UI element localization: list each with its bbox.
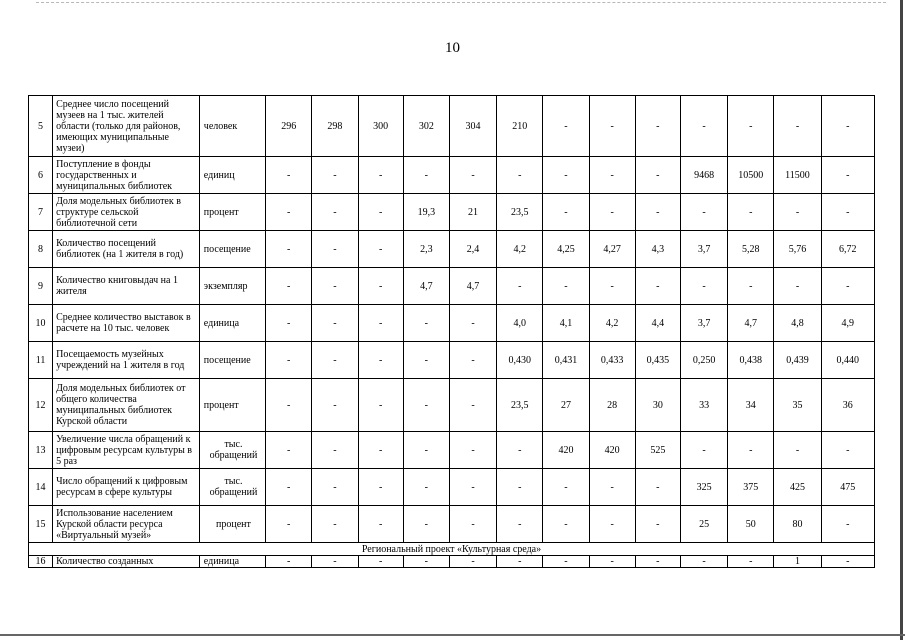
table-row — [29, 194, 875, 231]
year-value-cell: 2,4 — [449, 231, 496, 268]
year-value-cell: - — [312, 194, 358, 231]
year-value-cell: 298 — [312, 96, 358, 157]
year-value-cell: - — [403, 556, 449, 568]
unit-of-measure: процент — [199, 379, 265, 432]
year-value-cell: - — [449, 556, 496, 568]
year-value-cell: 30 — [635, 379, 680, 432]
year-value-cell: 0,431 — [543, 342, 589, 379]
year-value-cell: - — [589, 96, 635, 157]
year-value-cell: - — [728, 268, 774, 305]
year-value-cell: 4,8 — [774, 305, 821, 342]
year-value-cell: - — [543, 556, 589, 568]
year-value-cell: - — [403, 379, 449, 432]
year-value-cell: - — [403, 305, 449, 342]
year-value-cell: - — [266, 305, 312, 342]
year-value-cell: - — [312, 432, 358, 469]
year-value-cell: - — [543, 157, 589, 194]
scan-top-rule — [36, 2, 886, 3]
indicators-table — [28, 95, 875, 568]
scan-right-edge — [900, 0, 903, 640]
year-value-cell: - — [497, 432, 543, 469]
year-value-cell: - — [312, 469, 358, 506]
page-number: 10 — [445, 40, 460, 56]
table-row — [29, 506, 875, 543]
year-value-cell: - — [589, 157, 635, 194]
year-value-cell: - — [266, 556, 312, 568]
year-value-cell: 375 — [728, 469, 774, 506]
year-value-cell: - — [821, 157, 874, 194]
unit-of-measure: экземпляр — [199, 268, 265, 305]
year-value-cell: 5,28 — [728, 231, 774, 268]
year-value-cell: - — [680, 432, 727, 469]
indicator-name: Доля модельных библиотек в структуре сельской библиотечной сети — [53, 194, 200, 231]
row-number: 16 — [29, 556, 53, 568]
indicator-name: Число обращений к цифровым ресурсам в сфере культуры — [53, 469, 200, 506]
year-value-cell: - — [635, 506, 680, 543]
scan-bottom-edge — [0, 634, 905, 636]
year-value-cell: 4,1 — [543, 305, 589, 342]
indicator-name: Поступление в фонды государственных и муниципальных библиотек — [53, 157, 200, 194]
year-value-cell: - — [358, 305, 403, 342]
table-row — [29, 379, 875, 432]
year-value-cell: - — [266, 379, 312, 432]
table-row — [29, 157, 875, 194]
year-value-cell: 4,25 — [543, 231, 589, 268]
year-value-cell: - — [543, 469, 589, 506]
year-value-cell: 0,438 — [728, 342, 774, 379]
row-number: 5 — [29, 96, 53, 157]
year-value-cell: - — [312, 305, 358, 342]
year-value-cell: 35 — [774, 379, 821, 432]
year-value-cell: 80 — [774, 506, 821, 543]
year-value-cell: 4,2 — [589, 305, 635, 342]
year-value-cell: - — [266, 342, 312, 379]
year-value-cell: - — [635, 268, 680, 305]
table-row — [29, 556, 875, 568]
year-value-cell: 50 — [728, 506, 774, 543]
year-value-cell: - — [358, 194, 403, 231]
unit-of-measure: тыс. обращений — [199, 432, 265, 469]
year-value-cell: 36 — [821, 379, 874, 432]
year-value-cell: - — [403, 506, 449, 543]
year-value-cell: 325 — [680, 469, 727, 506]
year-value-cell: - — [403, 342, 449, 379]
year-value-cell: - — [680, 268, 727, 305]
year-value-cell: - — [449, 342, 496, 379]
year-value-cell: - — [680, 556, 727, 568]
year-value-cell: 4,9 — [821, 305, 874, 342]
indicator-name: Количество созданных — [53, 556, 200, 568]
year-value-cell: 4,27 — [589, 231, 635, 268]
year-value-cell: 475 — [821, 469, 874, 506]
year-value-cell: - — [497, 157, 543, 194]
year-value-cell: - — [358, 506, 403, 543]
section-header: Региональный проект «Культурная среда» — [29, 543, 875, 556]
year-value-cell: 2,3 — [403, 231, 449, 268]
section-header-row — [29, 543, 875, 556]
indicator-name: Использование населением Курской области ресурса «Виртуальный музей» — [53, 506, 200, 543]
indicator-name: Доля модельных библиотек от общего количества муниципальных библиотек Курской области — [53, 379, 200, 432]
year-value-cell: 34 — [728, 379, 774, 432]
year-value-cell: 23,5 — [497, 194, 543, 231]
year-value-cell: - — [312, 379, 358, 432]
year-value-cell: - — [358, 432, 403, 469]
year-value-cell: - — [266, 506, 312, 543]
year-value-cell: - — [728, 96, 774, 157]
year-value-cell: 19,3 — [403, 194, 449, 231]
unit-of-measure: тыс. обращений — [199, 469, 265, 506]
year-value-cell: 296 — [266, 96, 312, 157]
unit-of-measure: процент — [199, 194, 265, 231]
year-value-cell: - — [312, 342, 358, 379]
year-value-cell: - — [403, 432, 449, 469]
year-value-cell: - — [312, 231, 358, 268]
year-value-cell: - — [774, 268, 821, 305]
year-value-cell: 302 — [403, 96, 449, 157]
row-number: 14 — [29, 469, 53, 506]
year-value-cell: 210 — [497, 96, 543, 157]
year-value-cell: - — [403, 157, 449, 194]
year-value-cell: 4,0 — [497, 305, 543, 342]
year-value-cell: - — [497, 556, 543, 568]
indicator-name: Среднее количество выставок в расчете на 10 тыс. человек — [53, 305, 200, 342]
year-value-cell: - — [497, 506, 543, 543]
year-value-cell: 1 — [774, 556, 821, 568]
year-value-cell: 425 — [774, 469, 821, 506]
year-value-cell: 28 — [589, 379, 635, 432]
year-value-cell: - — [821, 194, 874, 231]
year-value-cell: - — [266, 432, 312, 469]
table-row — [29, 231, 875, 268]
year-value-cell: - — [449, 305, 496, 342]
year-value-cell: - — [821, 432, 874, 469]
unit-of-measure: посещение — [199, 342, 265, 379]
row-number: 11 — [29, 342, 53, 379]
year-value-cell: - — [358, 342, 403, 379]
year-value-cell: 21 — [449, 194, 496, 231]
year-value-cell: 4,7 — [449, 268, 496, 305]
year-value-cell: - — [358, 556, 403, 568]
indicator-name: Посещаемость музейных учреждений на 1 жителя в год — [53, 342, 200, 379]
year-value-cell: 27 — [543, 379, 589, 432]
year-value-cell: - — [266, 194, 312, 231]
year-value-cell: - — [358, 231, 403, 268]
row-number: 8 — [29, 231, 53, 268]
year-value-cell: - — [821, 96, 874, 157]
unit-of-measure: посещение — [199, 231, 265, 268]
year-value-cell: - — [312, 506, 358, 543]
year-value-cell: 25 — [680, 506, 727, 543]
row-number: 13 — [29, 432, 53, 469]
year-value-cell: - — [497, 268, 543, 305]
table-row — [29, 96, 875, 157]
year-value-cell: - — [589, 194, 635, 231]
year-value-cell: 4,3 — [635, 231, 680, 268]
table-row — [29, 432, 875, 469]
year-value-cell: - — [543, 96, 589, 157]
year-value-cell: - — [774, 96, 821, 157]
row-number: 10 — [29, 305, 53, 342]
year-value-cell: 33 — [680, 379, 727, 432]
year-value-cell: - — [312, 157, 358, 194]
year-value-cell: 11500 — [774, 157, 821, 194]
row-number: 12 — [29, 379, 53, 432]
year-value-cell: 0,440 — [821, 342, 874, 379]
year-value-cell: - — [728, 432, 774, 469]
year-value-cell: - — [543, 506, 589, 543]
year-value-cell: - — [497, 469, 543, 506]
year-value-cell: 0,439 — [774, 342, 821, 379]
table-row — [29, 305, 875, 342]
row-number: 7 — [29, 194, 53, 231]
year-value-cell: - — [266, 469, 312, 506]
unit-of-measure: процент — [199, 506, 265, 543]
year-value-cell: - — [728, 194, 774, 231]
year-value-cell: 525 — [635, 432, 680, 469]
year-value-cell: - — [358, 469, 403, 506]
year-value-cell: 23,5 — [497, 379, 543, 432]
year-value-cell: - — [635, 194, 680, 231]
unit-of-measure: единица — [199, 556, 265, 568]
year-value-cell: - — [821, 268, 874, 305]
year-value-cell: 420 — [543, 432, 589, 469]
year-value-cell: 6,72 — [821, 231, 874, 268]
year-value-cell: - — [266, 268, 312, 305]
year-value-cell: 3,7 — [680, 305, 727, 342]
year-value-cell: 4,2 — [497, 231, 543, 268]
year-value-cell: - — [635, 157, 680, 194]
year-value-cell: - — [543, 268, 589, 305]
year-value-cell: - — [680, 96, 727, 157]
row-number: 15 — [29, 506, 53, 543]
year-value-cell: 0,250 — [680, 342, 727, 379]
year-value-cell: - — [312, 556, 358, 568]
row-number: 6 — [29, 157, 53, 194]
table-row — [29, 268, 875, 305]
year-value-cell: 0,435 — [635, 342, 680, 379]
indicator-name: Количество книговыдач на 1 жителя — [53, 268, 200, 305]
year-value-cell: - — [266, 157, 312, 194]
unit-of-measure: единица — [199, 305, 265, 342]
year-value-cell: 5,76 — [774, 231, 821, 268]
unit-of-measure: человек — [199, 96, 265, 157]
table-body — [29, 96, 875, 568]
year-value-cell: 4,7 — [728, 305, 774, 342]
year-value-cell: 4,7 — [403, 268, 449, 305]
year-value-cell: - — [589, 556, 635, 568]
year-value-cell: - — [449, 432, 496, 469]
year-value-cell: - — [312, 268, 358, 305]
indicator-name: Увеличение числа обращений к цифровым ресурсам культуры в 5 раз — [53, 432, 200, 469]
year-value-cell: - — [774, 432, 821, 469]
year-value-cell: - — [728, 556, 774, 568]
year-value-cell: 0,430 — [497, 342, 543, 379]
year-value-cell: - — [589, 469, 635, 506]
year-value-cell: 420 — [589, 432, 635, 469]
year-value-cell: - — [449, 469, 496, 506]
year-value-cell: - — [358, 268, 403, 305]
table-row — [29, 469, 875, 506]
year-value-cell: - — [449, 157, 496, 194]
year-value-cell: 9468 — [680, 157, 727, 194]
indicator-name: Среднее число посещений музеев на 1 тыс. жителей области (только для районов, имеющих муниципальные музеи) — [53, 96, 200, 157]
unit-of-measure: единиц — [199, 157, 265, 194]
year-value-cell: - — [543, 194, 589, 231]
year-value-cell: - — [358, 379, 403, 432]
year-value-cell: - — [266, 231, 312, 268]
year-value-cell: - — [821, 506, 874, 543]
year-value-cell: 0,433 — [589, 342, 635, 379]
year-value-cell: 3,7 — [680, 231, 727, 268]
year-value-cell: - — [403, 469, 449, 506]
year-value-cell: - — [821, 556, 874, 568]
year-value-cell: - — [635, 469, 680, 506]
year-value-cell: - — [774, 194, 821, 231]
year-value-cell: 10500 — [728, 157, 774, 194]
year-value-cell: 304 — [449, 96, 496, 157]
year-value-cell: - — [589, 506, 635, 543]
row-number: 9 — [29, 268, 53, 305]
table-row — [29, 342, 875, 379]
year-value-cell: 4,4 — [635, 305, 680, 342]
indicator-name: Количество посещений библиотек (на 1 жителя в год) — [53, 231, 200, 268]
year-value-cell: 300 — [358, 96, 403, 157]
year-value-cell: - — [635, 96, 680, 157]
year-value-cell: - — [680, 194, 727, 231]
year-value-cell: - — [589, 268, 635, 305]
year-value-cell: - — [358, 157, 403, 194]
year-value-cell: - — [635, 556, 680, 568]
year-value-cell: - — [449, 506, 496, 543]
year-value-cell: - — [449, 379, 496, 432]
